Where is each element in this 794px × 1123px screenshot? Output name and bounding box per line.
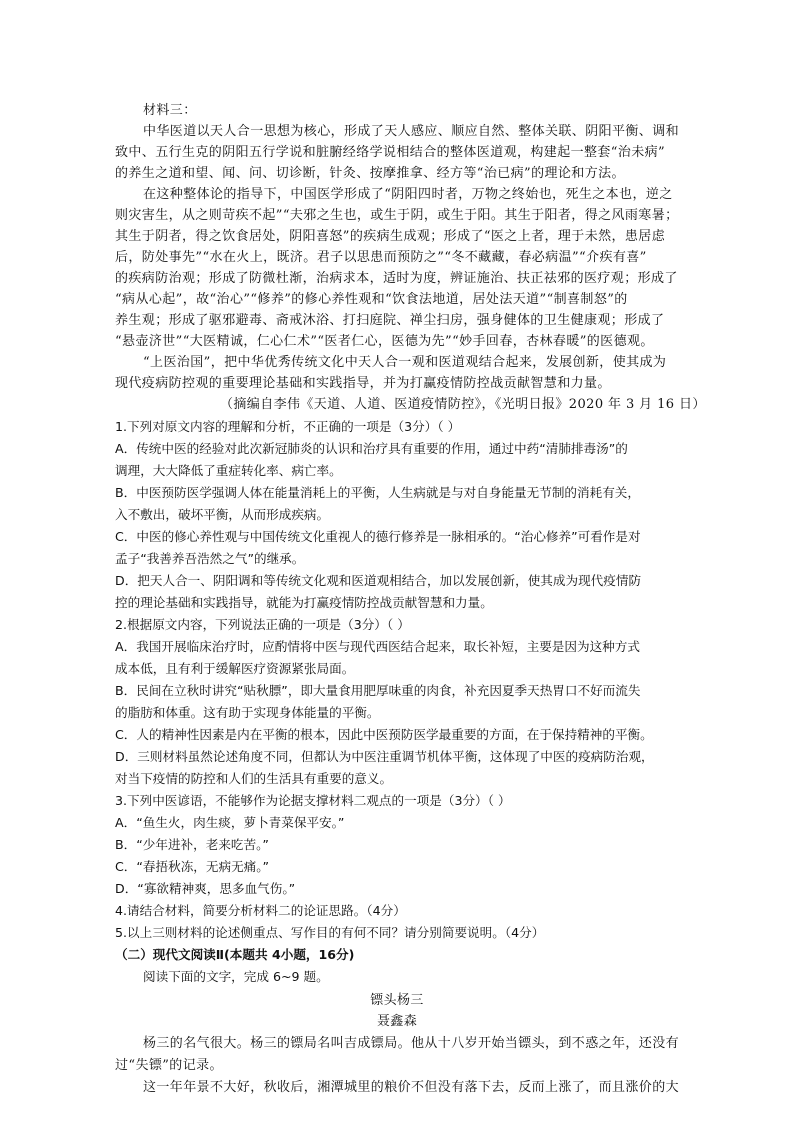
story-author: 聂鑫森: [376, 1014, 418, 1029]
material3-line: 其生于阴者，得之饮食居处，阴阳喜怒”的疾病生成观；形成了“医之上者，理于未然，患居虑: [115, 229, 666, 244]
question-line: D．“寡欲精神爽，思多血气伤。”: [115, 881, 296, 896]
story-line: 过“失镖”的记录。: [115, 1058, 223, 1073]
material3-line: 致中、五行生克的阴阳五行学说和脏腑经络学说相结合的整体医道观，构建起一整套“治未病”: [115, 145, 666, 160]
question-line: 对当下疫情的防控和人们的生活具有重要的意义。: [115, 771, 393, 786]
question-line: 入不敷出，破坏平衡，从而形成疾病。: [115, 507, 330, 522]
material3-line: 后，防处事先”“水在火上，既济。君子以思患而预防之”“冬不藏藏，春必病温”“介疾有喜”: [115, 250, 647, 265]
material3-line: 现代疫病防控观的重要理论基础和实践指导，并为打赢疫情防控战贡献智慧和力量。: [115, 376, 611, 391]
question-line: A．我国开展临床治疗时，应酌情将中医与现代西医结合起来，取长补短，主要是因为这种方式: [115, 639, 640, 654]
material3-line: “病从心起”，故“治心”“修养”的修心养性观和“饮食法地道，居处法天道”“制喜制怒”的: [115, 292, 628, 307]
question-line: A．“鱼生火，肉生痰，萝卜青菜保平安。”: [115, 815, 345, 830]
question-line: 1.下列对原文内容的理解和分析，不正确的一项是（3分）（ ）: [115, 419, 461, 434]
question-line: 成本低，且有利于缓解医疗资源紧张局面。: [115, 661, 355, 676]
material3-source: （摘编自李伟《天道、人道、医道疫情防控》，《光明日报》2020 年 3 月 16 日）: [220, 397, 706, 412]
question-line: B．中医预防医学强调人体在能量消耗上的平衡，人生病就是与对自身能量无节制的消耗有关，: [115, 485, 640, 500]
question-line: 调理，大大降低了重症转化率、病亡率。: [115, 463, 342, 478]
question-line: D．把天人合一、阴阳调和等传统文化观和医道观相结合，加以发展创新，使其成为现代疫情防: [115, 573, 642, 588]
question-line: 2.根据原文内容，下列说法正确的一项是（3分）（ ）: [115, 617, 410, 632]
material3-line: 的疾病防治观；形成了防微杜渐，治病求本，适时为度，辨证施治、扶正祛邪的医疗观；形成了: [115, 271, 678, 286]
section-heading: （二）现代文阅读Ⅱ(本题共 4小题，16分): [115, 947, 355, 962]
material3-line: 在这种整体论的指导下，中国医学形成了“阴阳四时者，万物之终始也，死生之本也，逆之: [143, 187, 673, 202]
question-line: A．传统中医的经验对此次新冠肺炎的认识和治疗具有重要的作用，通过中药“清肺排毒汤”的: [115, 441, 628, 456]
section-instruction: 阅读下面的文字，完成 6~9 题。: [143, 969, 329, 984]
story-title: 镖头杨三: [370, 993, 424, 1008]
story-line: 杨三的名气很大。杨三的镖局名叫吉成镖局。他从十八岁开始当镖头，到不惑之年，还没有: [143, 1036, 680, 1051]
material3-line: 则灾害生，从之则苛疾不起”“夫邪之生也，或生于阴，或生于阳。其生于阳者，得之风雨寒暑；: [115, 208, 679, 223]
material3-heading: 材料三：: [143, 103, 197, 118]
material3-line: 中华医道以天人合一思想为核心，形成了天人感应、顺应自然、整体关联、阴阳平衡、调和: [143, 124, 680, 139]
question-line: 3.下列中医谚语，不能够作为论据支撑材料二观点的一项是（3分）（ ）: [115, 793, 511, 808]
material3-line: “悬壶济世”“大医精诚，仁心仁术”“医者仁心，医德为先”“妙手回春，杏林春暖”的医德观。: [115, 334, 654, 349]
question-line: C．“春捂秋冻，无病无痛。”: [115, 859, 270, 874]
question-line: C．中医的修心养性观与中国传统文化重视人的德行修养是一脉相承的。“治心修养”可看作是对: [115, 529, 641, 544]
story-line: 这一年年景不大好，秋收后，湘潭城里的粮价不但没有落下去，反而上涨了，而且涨价的大: [143, 1080, 680, 1095]
material3-line: 的养生之道和望、闻、问、切诊断，针灸、按摩推拿、经方等“治已病”的理论和方法。: [115, 166, 625, 181]
question-line: 的脂肪和体重。这有助于实现身体能量的平衡。: [115, 705, 380, 720]
question-line: 4.请结合材料，简要分析材料二的论证思路。（4分）: [115, 903, 406, 918]
question-line: D．三则材料虽然论述角度不同，但都认为中医注重调节机体平衡，这体现了中医的疫病防治观，: [115, 749, 654, 764]
question-line: B．“少年进补，老来吃苦。”: [115, 837, 269, 852]
question-line: 孟子“我善养吾浩然之气”的继承。: [115, 551, 305, 566]
question-line: C．人的精神性因素是内在平衡的根本，因此中医预防医学最重要的方面，在于保持精神的平衡。: [115, 727, 653, 742]
material3-line: 养生观；形成了驱邪避毒、斋戒沐浴、打扫庭院、禅尘扫房，强身健体的卫生健康观；形成了: [115, 313, 665, 328]
question-line: 控的理论基础和实践指导，就能为打赢疫情防控战贡献智慧和力量。: [115, 595, 493, 610]
question-line: B．民间在立秋时讲究“贴秋膘”，即大量食用肥厚味重的肉食，补充因夏季天热胃口不好而流失: [115, 683, 641, 698]
material3-line: “上医治国”，把中华优秀传统文化中天人合一观和医道观结合起来，发展创新，使其成为: [143, 355, 667, 370]
question-line: 5.以上三则材料的论述侧重点、写作目的有何不同？请分别简要说明。（4分）: [115, 925, 545, 940]
